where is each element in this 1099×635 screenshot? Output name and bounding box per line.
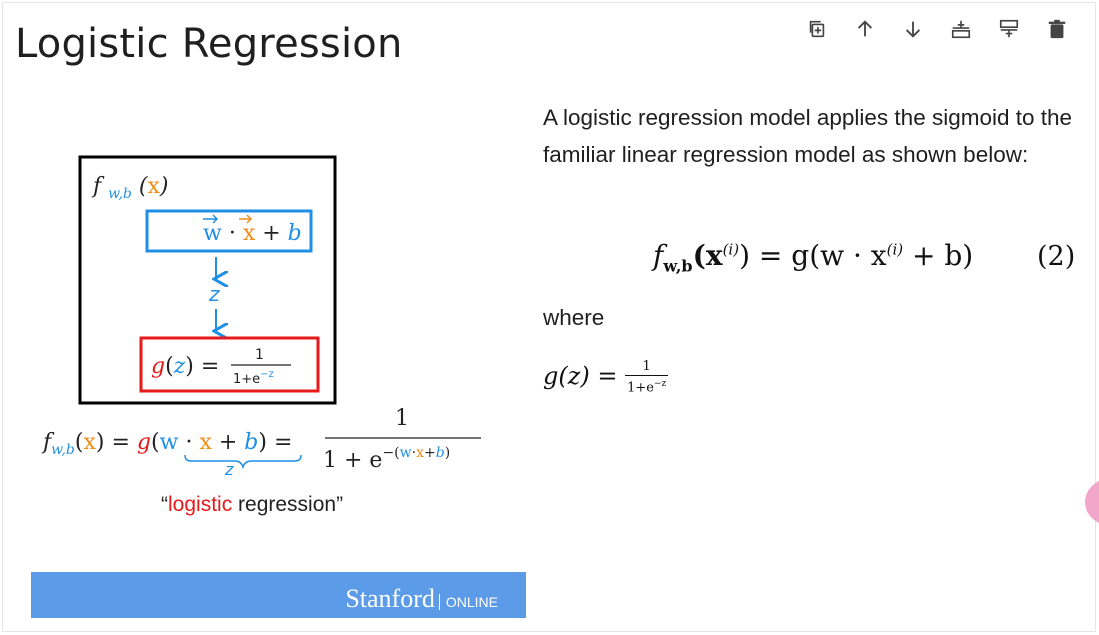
arrow-down-icon xyxy=(902,18,924,40)
insert-below-icon xyxy=(998,18,1020,40)
equation-number: (2) xyxy=(1037,241,1076,272)
stanford-online-logo: Stanford ONLINE xyxy=(345,584,498,613)
move-up-button[interactable] xyxy=(841,13,889,45)
sigmoid-equation: g(z) = $\frac{1}{1+e^{-z}}$ xyxy=(543,359,667,396)
notebook-cell[interactable] xyxy=(2,2,1096,632)
duplicate-icon xyxy=(806,18,828,40)
description-paragraph: A logistic regression model applies the sigmoid to the familiar linear regression model as shown below: xyxy=(543,105,1073,167)
linear-expression: w · x + b xyxy=(203,221,302,246)
arrow-up-icon xyxy=(854,18,876,40)
equation-2: $f_{w,b}(x^{(i)}) = g(w \cdot x^{(i)} + b)$ xyxy=(653,239,974,276)
delete-button[interactable] xyxy=(1033,13,1081,45)
svg-text:g(z) =: g(z) = xyxy=(151,354,220,379)
move-down-button[interactable] xyxy=(889,13,937,45)
svg-text:1: 1 xyxy=(255,347,264,363)
logistic-regression-quote: “logistic regression” xyxy=(161,493,344,516)
z-label: z xyxy=(209,282,220,306)
insert-above-icon xyxy=(950,18,972,40)
insert-below-button[interactable] xyxy=(985,13,1033,45)
svg-text:1: 1 xyxy=(395,406,409,431)
svg-text:1+e−z: $1+e^{-z}$ xyxy=(233,369,274,387)
stanford-online-banner xyxy=(31,572,526,618)
duplicate-button[interactable] xyxy=(793,13,841,45)
insert-above-button[interactable] xyxy=(937,13,985,45)
trash-icon xyxy=(1046,18,1068,40)
where-label: where xyxy=(543,305,605,330)
logistic-regression-diagram xyxy=(33,153,523,523)
svg-text:z: z xyxy=(225,460,234,479)
bottom-equation: $f_{w,b}(x) = g(w \cdot x + b)$ = xyxy=(43,430,293,458)
top-label: f $_{w,b}$ (x) xyxy=(93,174,169,202)
cell-toolbar xyxy=(793,13,1081,45)
svg-text:1 + e−(w·x+b): 1 + e−(w·x+b) xyxy=(323,445,451,473)
page-title: Logistic Regression xyxy=(15,21,403,67)
